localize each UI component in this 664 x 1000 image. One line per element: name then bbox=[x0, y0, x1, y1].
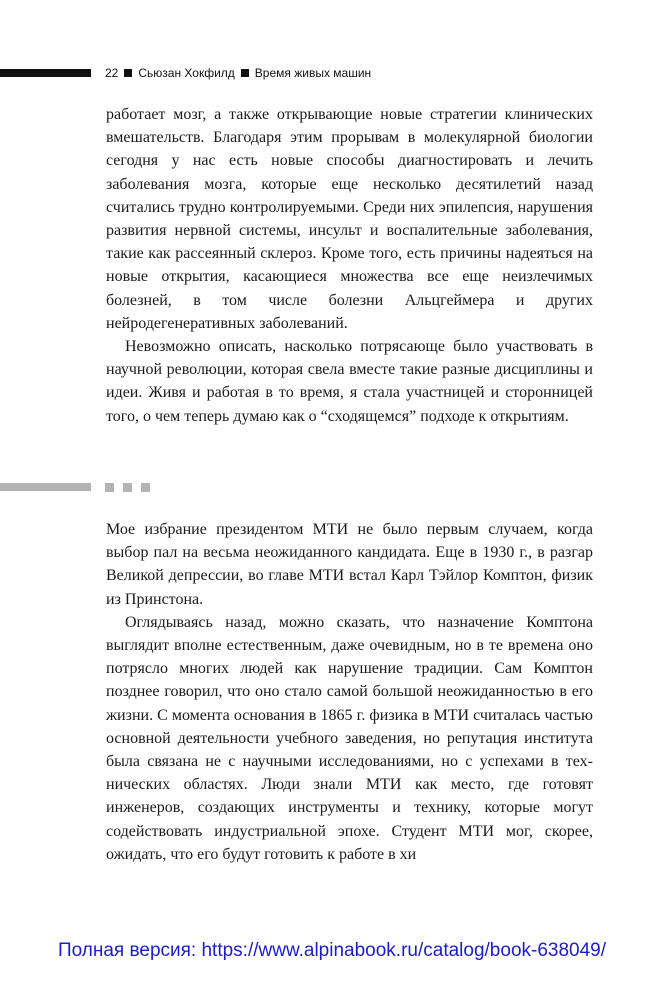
text-section-2 bbox=[106, 518, 593, 866]
text-section-1 bbox=[106, 103, 593, 428]
author-name: Сьюзан Хокфилд bbox=[138, 66, 235, 80]
section-separator-square bbox=[123, 483, 132, 492]
paragraph: Мое избрание президентом МТИ не было первым случаем, когда выбор пал на весьма неожиданного кандидата. Еще в 1930 г., в разгар Великой депрессии, во главе МТИ встал Карл Тэйлор Комптон, физик из Принстона. bbox=[106, 521, 593, 608]
section-separator-square bbox=[105, 483, 114, 492]
section-separator-bar bbox=[0, 483, 91, 491]
book-title: Время живых машин bbox=[254, 66, 372, 80]
running-head bbox=[105, 64, 371, 82]
header-bar bbox=[0, 69, 91, 77]
header-separator-square bbox=[124, 69, 132, 77]
paragraph: Невозможно описать, насколько потрясающе было участвовать в научной революции, которая свела вместе такие разные дисциплины и идеи. Живя и работая в то время, я стала участницей и сторонницей того, о чем теперь думаю как о “сходящемся” подходе к открытиям. bbox=[106, 338, 593, 425]
paragraph: Оглядываясь назад, можно сказать, что назначение Комптона выглядит вполне естественным, даже очевидным, но в те времена оно потрясло многих людей как нарушение традиции. Сам Комптон позднее говорил, что оно стало самой большой неожиданностью в его жизни. С момента основания в 1865 г. физика в МТИ считалась частью основной деятельности учебного заведения, но репутация института была связана не с научными исследованиями, но с успехами в технических областях. Люди знали МТИ как место, где готовят инженеров, создающих инструменты и технику, которые могут содействовать индустриальной эпохе. Студент МТИ мог, скорее, ожидать, что его будут готовить к работе в хи bbox=[106, 613, 593, 863]
paragraph: работает мозг, а также открывающие новые стратегии клинических вмешательств. Благодаря этим прорывам в молекулярной биологии сегодня у нас есть новые способы диагностировать и лечить заболевания мозга, которые еще несколько десятилетий назад считались трудно контролируемыми. Среди них эпилепсия, нарушения развития нервной системы, инсульт и воспалительные заболевания, такие как рассеянный склероз. Кроме того, есть причины надеяться на новые открытия, касающиеся множества все еще неизлечимых болезней, в том числе болезни Альцгеймера и других нейродегенеративных заболеваний. bbox=[106, 106, 593, 332]
header-separator-square bbox=[241, 69, 249, 77]
full-version-link[interactable]: Полная версия: https://www.alpinabook.ru/catalog/book-638049/ bbox=[57, 940, 607, 961]
section-separator-square bbox=[141, 483, 150, 492]
page-number: 22 bbox=[105, 66, 119, 80]
